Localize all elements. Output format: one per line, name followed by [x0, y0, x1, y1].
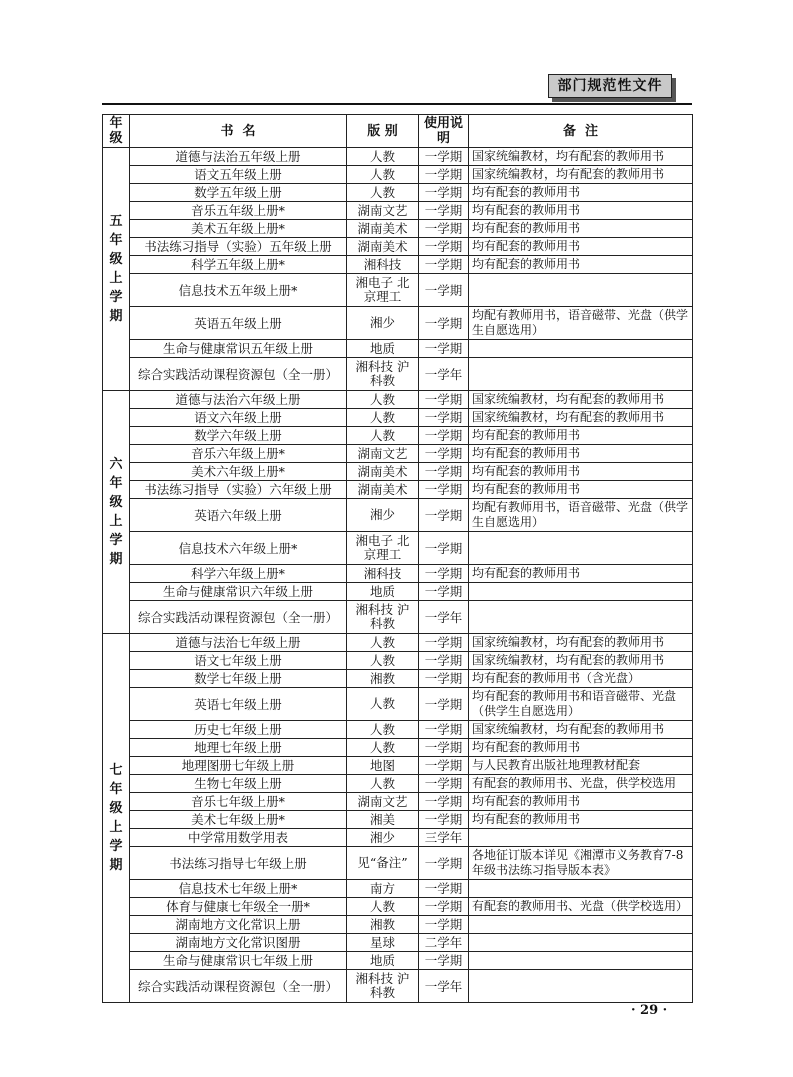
table-row — [103, 688, 693, 721]
note-cell — [469, 532, 693, 565]
note-cell: 均有配套的教师用书 — [469, 220, 693, 238]
note-cell: 有配套的教师用书、光盘，供学校选用 — [469, 775, 693, 793]
table-row — [103, 721, 693, 739]
note-cell: 国家统编教材，均有配套的教师用书 — [469, 634, 693, 652]
edition-cell: 人教 — [347, 409, 419, 427]
edition-cell: 地质 — [347, 340, 419, 358]
book-cell: 道德与法治五年级上册 — [130, 148, 347, 166]
table-row — [103, 739, 693, 757]
note-cell — [469, 970, 693, 1003]
table-row — [103, 238, 693, 256]
table-row — [103, 880, 693, 898]
header-rule — [102, 103, 692, 105]
table-row — [103, 148, 693, 166]
edition-cell: 湖南美术 — [347, 238, 419, 256]
book-cell: 信息技术六年级上册* — [130, 532, 347, 565]
note-cell: 均有配套的教师用书 — [469, 565, 693, 583]
table-row — [103, 793, 693, 811]
book-cell: 音乐五年级上册* — [130, 202, 347, 220]
edition-cell: 湘科技 — [347, 565, 419, 583]
edition-cell: 人教 — [347, 634, 419, 652]
usage-cell: 一学期 — [419, 793, 469, 811]
edition-cell: 人教 — [347, 739, 419, 757]
grade-cell — [103, 391, 130, 634]
book-cell: 地理图册七年级上册 — [130, 757, 347, 775]
note-cell: 国家统编教材，均有配套的教师用书 — [469, 721, 693, 739]
edition-cell: 人教 — [347, 184, 419, 202]
edition-cell: 湘少 — [347, 499, 419, 532]
usage-cell: 一学期 — [419, 220, 469, 238]
book-cell: 美术七年级上册* — [130, 811, 347, 829]
book-cell: 道德与法治六年级上册 — [130, 391, 347, 409]
header-book: 书 名 — [130, 115, 347, 148]
table-row — [103, 358, 693, 391]
usage-cell: 一学期 — [419, 532, 469, 565]
usage-cell: 一学期 — [419, 688, 469, 721]
grade-label: 五年级上学期 — [109, 214, 123, 324]
book-cell: 生命与健康常识七年级上册 — [130, 952, 347, 970]
note-cell: 均有配套的教师用书 — [469, 238, 693, 256]
table-row — [103, 409, 693, 427]
note-cell: 各地征订版本详见《湘潭市义务教育7-8年级书法练习指导版本表》 — [469, 847, 693, 880]
edition-cell: 湘美 — [347, 811, 419, 829]
note-cell — [469, 358, 693, 391]
table-row — [103, 391, 693, 409]
book-cell: 数学七年级上册 — [130, 670, 347, 688]
edition-cell: 地质 — [347, 952, 419, 970]
note-cell — [469, 880, 693, 898]
book-cell: 体育与健康七年级全一册* — [130, 898, 347, 916]
usage-cell: 一学期 — [419, 148, 469, 166]
edition-cell: 人教 — [347, 166, 419, 184]
usage-cell: 一学年 — [419, 358, 469, 391]
book-cell: 英语五年级上册 — [130, 307, 347, 340]
usage-cell: 一学期 — [419, 583, 469, 601]
usage-cell: 一学期 — [419, 274, 469, 307]
table-row — [103, 340, 693, 358]
table-row — [103, 427, 693, 445]
note-cell: 均有配套的教师用书 — [469, 811, 693, 829]
note-cell — [469, 274, 693, 307]
note-cell: 均有配套的教师用书 — [469, 445, 693, 463]
table-header-row — [103, 115, 693, 148]
book-cell: 信息技术七年级上册* — [130, 880, 347, 898]
usage-cell: 一学期 — [419, 307, 469, 340]
edition-cell: 湘教 — [347, 670, 419, 688]
note-cell: 国家统编教材，均有配套的教师用书 — [469, 652, 693, 670]
note-cell: 有配套的教师用书、光盘（供学校选用） — [469, 898, 693, 916]
edition-cell: 人教 — [347, 898, 419, 916]
edition-cell: 人教 — [347, 391, 419, 409]
book-cell: 音乐七年级上册* — [130, 793, 347, 811]
usage-cell: 一学期 — [419, 481, 469, 499]
book-cell: 湖南地方文化常识图册 — [130, 934, 347, 952]
edition-cell: 湖南美术 — [347, 463, 419, 481]
edition-cell: 人教 — [347, 688, 419, 721]
table-row — [103, 952, 693, 970]
book-cell: 道德与法治七年级上册 — [130, 634, 347, 652]
table-row — [103, 499, 693, 532]
usage-cell: 一学期 — [419, 499, 469, 532]
book-cell: 地理七年级上册 — [130, 739, 347, 757]
table-row — [103, 166, 693, 184]
edition-cell: 人教 — [347, 721, 419, 739]
document-category-label: 部门规范性文件 — [548, 74, 672, 98]
edition-cell: 湘少 — [347, 307, 419, 340]
edition-cell: 湘教 — [347, 916, 419, 934]
usage-cell: 一学期 — [419, 166, 469, 184]
table-row — [103, 565, 693, 583]
usage-cell: 一学期 — [419, 880, 469, 898]
table-row — [103, 445, 693, 463]
grade-label: 七年级上学期 — [109, 763, 123, 873]
note-cell: 国家统编教材，均有配套的教师用书 — [469, 409, 693, 427]
table-row — [103, 670, 693, 688]
table-row — [103, 184, 693, 202]
note-cell: 均有配套的教师用书 — [469, 793, 693, 811]
book-cell: 美术六年级上册* — [130, 463, 347, 481]
book-cell: 书法练习指导（实验）六年级上册 — [130, 481, 347, 499]
table-row — [103, 898, 693, 916]
header-usage: 使用说明 — [419, 115, 469, 148]
usage-cell: 一学年 — [419, 970, 469, 1003]
note-cell — [469, 601, 693, 634]
edition-cell: 湘科技 沪科教 — [347, 601, 419, 634]
table-row — [103, 532, 693, 565]
note-cell: 均有配套的教师用书 — [469, 739, 693, 757]
book-cell: 英语七年级上册 — [130, 688, 347, 721]
edition-cell: 湖南美术 — [347, 220, 419, 238]
edition-cell: 湘电子 北京理工 — [347, 274, 419, 307]
note-cell — [469, 340, 693, 358]
edition-cell: 湘电子 北京理工 — [347, 532, 419, 565]
usage-cell: 一学年 — [419, 601, 469, 634]
table-row — [103, 847, 693, 880]
edition-cell: 南方 — [347, 880, 419, 898]
usage-cell: 一学期 — [419, 898, 469, 916]
book-cell: 综合实践活动课程资源包（全一册） — [130, 358, 347, 391]
book-cell: 美术五年级上册* — [130, 220, 347, 238]
note-cell: 均配有教师用书，语音磁带、光盘（供学生自愿选用） — [469, 499, 693, 532]
table-row — [103, 757, 693, 775]
book-cell: 音乐六年级上册* — [130, 445, 347, 463]
edition-cell: 人教 — [347, 652, 419, 670]
book-cell: 湖南地方文化常识上册 — [130, 916, 347, 934]
grade-cell — [103, 634, 130, 1003]
book-cell: 书法练习指导七年级上册 — [130, 847, 347, 880]
note-cell — [469, 916, 693, 934]
edition-cell: 地质 — [347, 583, 419, 601]
note-cell: 均有配套的教师用书 — [469, 256, 693, 274]
usage-cell: 一学期 — [419, 202, 469, 220]
usage-cell: 一学期 — [419, 952, 469, 970]
table-row — [103, 256, 693, 274]
edition-cell: 人教 — [347, 148, 419, 166]
edition-cell: 湘科技 沪科教 — [347, 358, 419, 391]
edition-cell: 人教 — [347, 775, 419, 793]
note-cell: 均有配套的教师用书 — [469, 481, 693, 499]
book-cell: 科学六年级上册* — [130, 565, 347, 583]
table-row — [103, 970, 693, 1003]
usage-cell: 一学期 — [419, 256, 469, 274]
edition-cell: 湘科技 — [347, 256, 419, 274]
usage-cell: 一学期 — [419, 238, 469, 256]
header-edition: 版 别 — [347, 115, 419, 148]
note-cell: 均有配套的教师用书（含光盘） — [469, 670, 693, 688]
table-row — [103, 274, 693, 307]
note-cell: 国家统编教材，均有配套的教师用书 — [469, 166, 693, 184]
usage-cell: 一学期 — [419, 463, 469, 481]
note-cell: 均有配套的教师用书 — [469, 427, 693, 445]
note-cell: 均有配套的教师用书 — [469, 202, 693, 220]
note-cell: 均有配套的教师用书 — [469, 463, 693, 481]
usage-cell: 一学期 — [419, 757, 469, 775]
edition-cell: 湖南美术 — [347, 481, 419, 499]
table-row — [103, 463, 693, 481]
table-row — [103, 811, 693, 829]
usage-cell: 一学期 — [419, 670, 469, 688]
table-row — [103, 601, 693, 634]
table-row — [103, 220, 693, 238]
textbook-table — [102, 114, 693, 1003]
usage-cell: 一学期 — [419, 847, 469, 880]
edition-cell: 人教 — [347, 427, 419, 445]
note-cell — [469, 829, 693, 847]
book-cell: 科学五年级上册* — [130, 256, 347, 274]
usage-cell: 一学期 — [419, 184, 469, 202]
note-cell: 均有配套的教师用书 — [469, 184, 693, 202]
book-cell: 英语六年级上册 — [130, 499, 347, 532]
usage-cell: 一学期 — [419, 721, 469, 739]
book-cell: 中学常用数学用表 — [130, 829, 347, 847]
book-cell: 语文五年级上册 — [130, 166, 347, 184]
table-row — [103, 934, 693, 952]
usage-cell: 一学期 — [419, 916, 469, 934]
book-cell: 语文七年级上册 — [130, 652, 347, 670]
usage-cell: 一学期 — [419, 391, 469, 409]
usage-cell: 一学期 — [419, 652, 469, 670]
usage-cell: 一学期 — [419, 739, 469, 757]
table-row — [103, 634, 693, 652]
book-cell: 生物七年级上册 — [130, 775, 347, 793]
usage-cell: 一学期 — [419, 340, 469, 358]
book-cell: 综合实践活动课程资源包（全一册） — [130, 970, 347, 1003]
usage-cell: 一学期 — [419, 445, 469, 463]
table-row — [103, 916, 693, 934]
usage-cell: 一学期 — [419, 811, 469, 829]
note-cell: 国家统编教材，均有配套的教师用书 — [469, 391, 693, 409]
edition-cell: 湖南文艺 — [347, 793, 419, 811]
usage-cell: 三学年 — [419, 829, 469, 847]
edition-cell: 地图 — [347, 757, 419, 775]
usage-cell: 一学期 — [419, 775, 469, 793]
edition-cell: 湘科技 沪科教 — [347, 970, 419, 1003]
table-row — [103, 829, 693, 847]
edition-cell: 湖南文艺 — [347, 445, 419, 463]
note-cell — [469, 934, 693, 952]
usage-cell: 一学期 — [419, 409, 469, 427]
book-cell: 数学五年级上册 — [130, 184, 347, 202]
note-cell: 国家统编教材，均有配套的教师用书 — [469, 148, 693, 166]
usage-cell: 二学年 — [419, 934, 469, 952]
book-cell: 综合实践活动课程资源包（全一册） — [130, 601, 347, 634]
table-row — [103, 481, 693, 499]
book-cell: 数学六年级上册 — [130, 427, 347, 445]
edition-cell: 湖南文艺 — [347, 202, 419, 220]
grade-cell — [103, 148, 130, 391]
edition-cell: 见“备注” — [347, 847, 419, 880]
book-cell: 书法练习指导（实验）五年级上册 — [130, 238, 347, 256]
usage-cell: 一学期 — [419, 565, 469, 583]
header-note: 备 注 — [469, 115, 693, 148]
note-cell — [469, 952, 693, 970]
book-cell: 生命与健康常识五年级上册 — [130, 340, 347, 358]
book-cell: 历史七年级上册 — [130, 721, 347, 739]
book-cell: 生命与健康常识六年级上册 — [130, 583, 347, 601]
table-row — [103, 775, 693, 793]
page-number: · 29 · — [631, 1003, 668, 1018]
note-cell: 均配有教师用书，语音磁带、光盘（供学生自愿选用） — [469, 307, 693, 340]
book-cell: 信息技术五年级上册* — [130, 274, 347, 307]
grade-label: 六年级上学期 — [109, 457, 123, 567]
note-cell: 均有配套的教师用书和语音磁带、光盘（供学生自愿选用） — [469, 688, 693, 721]
table-row — [103, 583, 693, 601]
table-row — [103, 307, 693, 340]
usage-cell: 一学期 — [419, 427, 469, 445]
edition-cell: 星球 — [347, 934, 419, 952]
table-row — [103, 202, 693, 220]
header-grade: 年级 — [103, 115, 130, 148]
book-cell: 语文六年级上册 — [130, 409, 347, 427]
table-row — [103, 652, 693, 670]
edition-cell: 湘少 — [347, 829, 419, 847]
usage-cell: 一学期 — [419, 634, 469, 652]
note-cell — [469, 583, 693, 601]
note-cell: 与人民教育出版社地理教材配套 — [469, 757, 693, 775]
